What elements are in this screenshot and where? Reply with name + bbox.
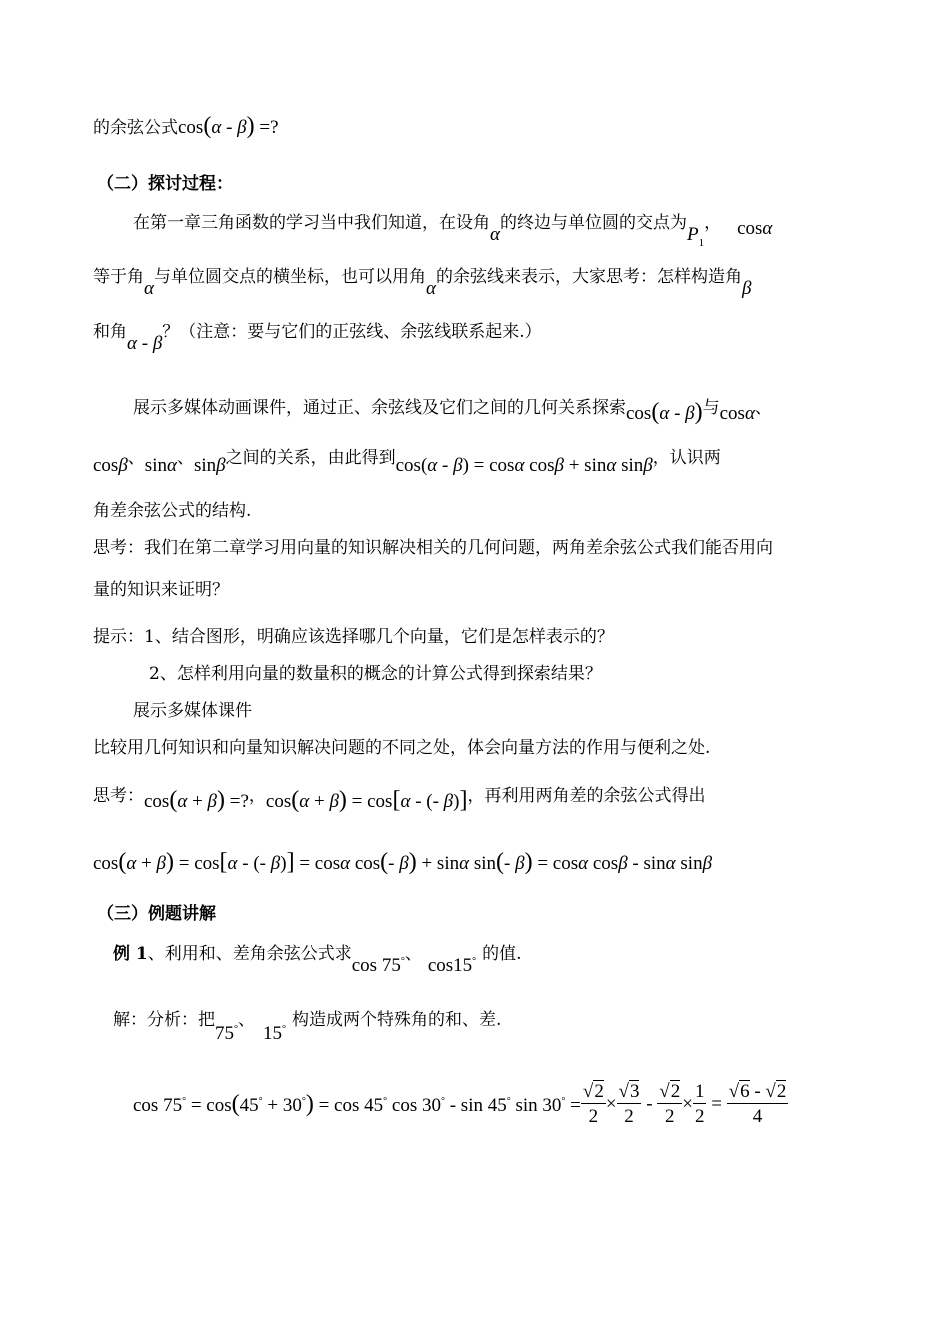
- think-1-line-1: 思考：我们在第二章学习用向量的知识解决相关的几何问题，两角差余弦公式我们能否用向: [93, 538, 773, 558]
- think-2: 思考：cos(α + β) =?，cos(α + β) = cos[α - (- β)]，再利用两角差的余弦公式得出: [93, 786, 706, 813]
- section-2-heading: （二）探讨过程：: [97, 174, 233, 194]
- paragraph-1-line-3: 和角α - β？（注意：要与它们的正弦线、余弦线联系起来.）: [93, 322, 542, 354]
- formula-cos-alpha-minus-beta: cos(α - β) =?: [178, 113, 279, 139]
- compare-methods: 比较用几何知识和向量知识解决问题的不同之处，体会向量方法的作用与便利之处.: [93, 738, 711, 758]
- paragraph-2-line-1: 展示多媒体动画课件，通过正、余弦线及它们之间的几何关系探索cos(α - β)与cosα、: [133, 398, 772, 425]
- paragraph-1-line-2: 等于角α与单位圆交点的横坐标，也可以用角α的余弦线来表示，大家思考：怎样构造角β: [93, 267, 752, 299]
- show-courseware: 展示多媒体课件: [133, 701, 252, 721]
- formula-cos-difference: cos(α - β) = cosα cosβ + sinα sinβ: [395, 455, 653, 476]
- hint-1: 提示：1、结合图形，明确应该选择哪几个向量，它们是怎样表示的？: [93, 627, 614, 647]
- paragraph-2-line-3: 角差余弦公式的结构.: [93, 501, 252, 521]
- paragraph-1-line-1: 在第一章三角函数的学习当中我们知道，在设角α的终边与单位圆的交点为$P_1$， cosα: [133, 213, 773, 249]
- solution-intro: 解：分析：把75°、15° 构造成两个特殊角的和、差.: [113, 1010, 502, 1044]
- text-cos-formula-intro: 的余弦公式: [93, 118, 178, 138]
- hint-2: 2、怎样利用向量的数量积的概念的计算公式得到探索结果？: [149, 664, 602, 684]
- paragraph-2-line-2: cosβ、sinα、sinβ之间的关系，由此得到cos(α - β) = cosα cosβ + sinα sinβ，认识两: [93, 448, 721, 476]
- line-1: [93, 114, 279, 138]
- formula-cos-sum-derivation: cos(α + β) = cos[α - (- β)] = cosα cos(- β) + sinα sin(- β) = cosα cosβ - sinα sinβ: [93, 849, 713, 875]
- think-1-line-2: 量的知识来证明？: [93, 580, 229, 600]
- section-3-heading: （三）例题讲解: [97, 904, 216, 924]
- formula-cos75-computation: cos 75° = cos(45° + 30°) = cos 45° cos 30° - sin 45° sin 30° = $\frac{√2}{2}$ × $\frac{√3}{2}$ - $\frac{√2}{2}$ × $\frac{1}{2}$ = $\frac{√6 - √2}{4}$: [133, 1081, 787, 1127]
- example-1: 例 1、利用和、差角余弦公式求cos 75°、cos15° 的值.: [113, 944, 522, 976]
